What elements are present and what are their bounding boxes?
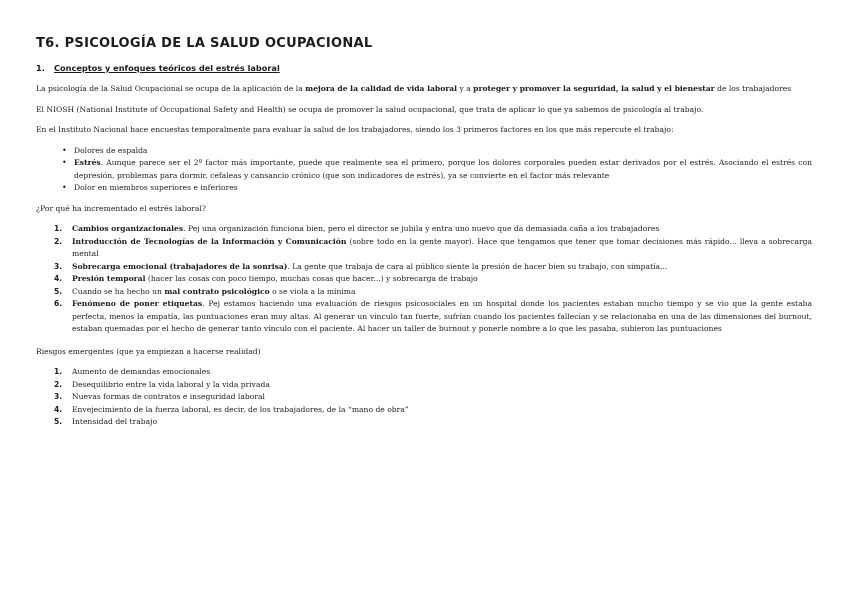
list-item xyxy=(54,273,812,286)
item-number: 2. xyxy=(54,236,63,246)
reasons-list xyxy=(36,223,812,336)
list-item xyxy=(54,404,812,417)
item-number: 6. xyxy=(54,299,63,308)
text-run: y a xyxy=(457,84,474,93)
text-run-bold: mal contrato psicológico xyxy=(164,286,270,296)
text-run-bold: proteger y promover la seguridad, la salud y el bienestar xyxy=(473,84,715,93)
text-run: . Pej una organización funciona bien, pero el director se jubila y entra uno nuevo que da demasiada caña a los trabajadores xyxy=(183,224,660,233)
factors-list xyxy=(36,145,812,195)
text-run: La psicología de la Salud Ocupacional se ocupa de la aplicación de la xyxy=(36,84,306,93)
text-run-bold: Cambios organizacionales xyxy=(72,224,184,233)
list-item xyxy=(54,236,812,261)
item-number: 5. xyxy=(54,417,63,426)
item-number: 5. xyxy=(54,286,63,296)
item-number: 4. xyxy=(54,274,63,283)
text-run: Envejecimiento de la fuerza laboral, es decir, de los trabajadores, de la “mano de obra” xyxy=(72,404,409,414)
text-run: Intensidad del trabajo xyxy=(72,417,158,426)
item-number: 1. xyxy=(54,367,63,376)
section-label: Conceptos y enfoques teóricos del estrés laboral xyxy=(54,63,280,73)
list-item xyxy=(54,366,812,379)
text-run: (sobre todo en la gente mayor). Hace que tengamos que tener que tomar decisiones más rápido... lleva a sobrecarga mental xyxy=(72,236,812,258)
text-run: Desequilibrio entre la vida laboral y la vida privada xyxy=(72,379,270,389)
text-run: Cuando se ha hecho un xyxy=(72,286,165,296)
text-run: . La gente que trabaja de cara al público siente la presión de hacer bien su trabajo, con simpatía... xyxy=(287,261,668,271)
list-item xyxy=(54,261,812,274)
item-number: 3. xyxy=(54,392,63,401)
paragraph-intro xyxy=(36,83,812,96)
text-run: de los trabajadores xyxy=(714,84,792,93)
section-heading xyxy=(36,63,812,73)
text-run-bold: Sobrecarga emocional (trabajadores de la sonrisa) xyxy=(72,261,288,271)
list-item xyxy=(54,286,812,299)
text-run-bold: Fenómeno de poner etiquetas xyxy=(72,299,203,308)
text-run: Nuevas formas de contratos e inseguridad laboral xyxy=(72,392,265,401)
text-run-bold: mejora de la calidad de vida laboral xyxy=(305,84,458,93)
section-number: 1. xyxy=(36,63,45,73)
paragraph-instituto: En el Instituto Nacional hace encuestas temporalmente para evaluar la salud de los trabajadores, siendo los 3 primeros factores en los que más repercute el trabajo: xyxy=(36,125,674,134)
text-run: . Pej estamos haciendo una evaluación de riesgos psicosociales en un hospital donde los pacientes estaban mucho tiempo y se vio que la gente estaba perfecta, menos la empatía, las puntuaciones eran muy altas. Al generar un vínculo tan fuerte, sufrían cuando los pacientes fallecían y se relacionaba en una de las dimensiones del burnout, estaban quemadas por el hecho de generar tanto vínculo con el paciente. Al hacer un taller de burnout y ponerle nombre a lo que les pasaba, subieron las puntuaciones xyxy=(72,299,812,333)
list-item xyxy=(54,391,812,404)
list-item xyxy=(74,157,812,182)
list-item: • Dolor en miembros superiores e inferiores xyxy=(74,182,812,195)
text-run: (hacer las cosas con poco tiempo, muchas cosas que hacer...) y sobrecarga de trabajo xyxy=(145,274,478,283)
item-number: 3. xyxy=(54,261,63,271)
list-item xyxy=(54,223,812,236)
list-item xyxy=(54,416,812,429)
list-item: • Dolores de espalda xyxy=(74,145,812,158)
text-run-bold: Presión temporal xyxy=(72,274,146,283)
text-run: o se viola a la mínima xyxy=(269,286,356,296)
list-item xyxy=(54,298,812,336)
text-run-bold: Introducción de Tecnologías de la Información y Comunicación xyxy=(72,236,347,246)
text-run: . Aunque parece ser el 2º factor más importante, puede que realmente sea el primero, porque los dolores corporales pueden estar derivados por el estrés. Asociando el estrés con depresión, problemas para dormir, cefaleas y cansancio crónico (que son indicadores de estrés), ya se convierte en el factor más relevante xyxy=(74,158,812,180)
question-line: ¿Por qué ha incrementado el estrés laboral? xyxy=(36,203,206,213)
page-title: T6. PSICOLOGÍA DE LA SALUD OCUPACIONAL xyxy=(36,36,373,51)
risks-list xyxy=(36,366,812,429)
risks-intro: Riesgos emergentes (que ya empiezan a hacerse realidad) xyxy=(36,346,261,356)
item-number: 4. xyxy=(54,404,63,414)
list-item xyxy=(54,379,812,392)
text-run: Aumento de demandas emocionales xyxy=(72,367,211,376)
paragraph-niosh: El NIOSH (National Institute of Occupational Safety and Health) se ocupa de promover la salud ocupacional, que trata de aplicar lo que ya sabemos de psicología al trabajo. xyxy=(36,104,704,114)
text-run-bold: Estrés xyxy=(74,158,101,167)
item-number: 2. xyxy=(54,379,63,389)
item-number: 1. xyxy=(54,224,63,233)
